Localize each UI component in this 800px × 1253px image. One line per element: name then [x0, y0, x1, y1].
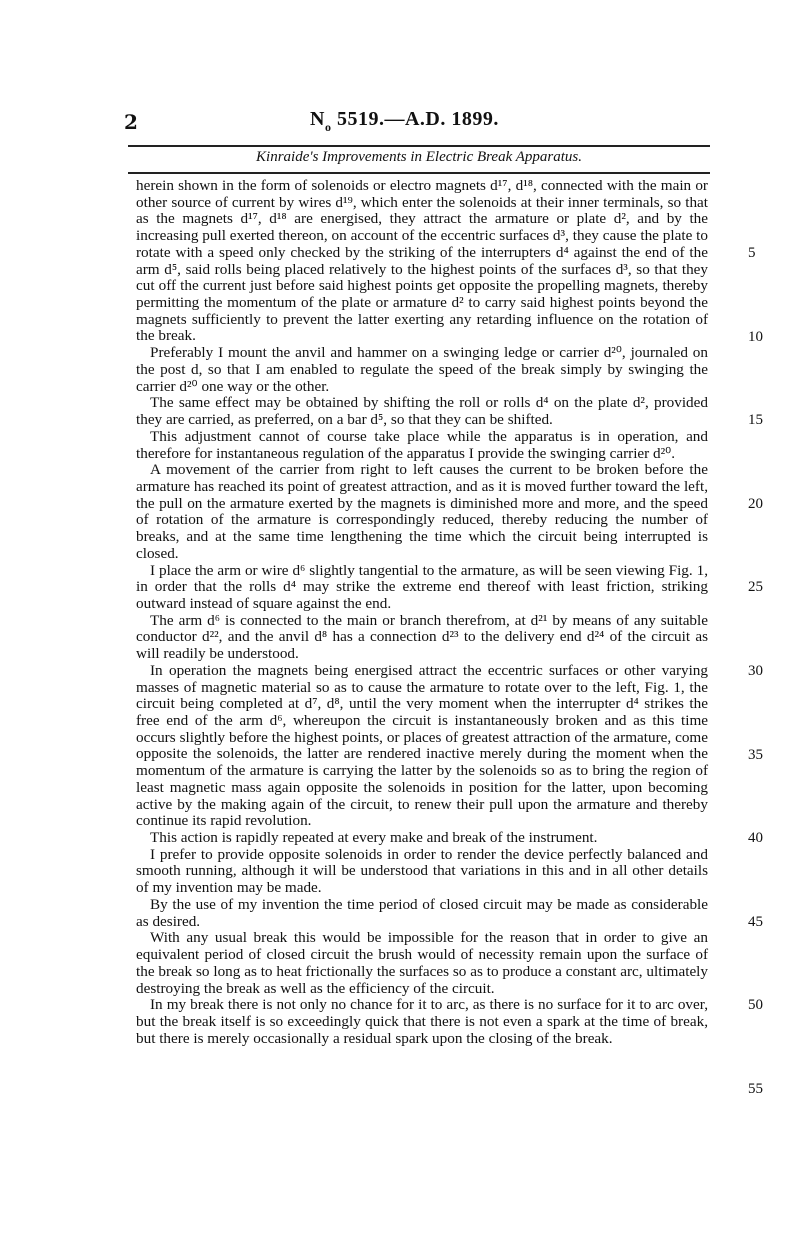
paragraph: The same effect may be obtained by shifting the roll or rolls d⁴ on the plate d², provided they are carried, as preferred, on a bar d⁵, so that they can be shifted. [136, 394, 708, 429]
body-text [136, 178, 708, 1047]
paragraph: The arm d⁶ is connected to the main or branch therefrom, at d²¹ by means of any suitable conductor d²², and the anvil d⁸ has a connection d²³ to the delivery end d²⁴ of the circuit as will readily be understood. [136, 611, 708, 663]
paragraph: With any usual break this would be impossible for the reason that in order to give an equivalent period of closed circuit the brush would of necessity remain upon the surface of the break so long as to heat frictionally the surfaces so as to produce a constant arc, ultimately destroying the break as well as the efficiency of the circuit. [136, 929, 708, 997]
paragraph: A movement of the carrier from right to left causes the current to be broken before the armature has reached its point of greatest attraction, and as it is moved further toward the left, the pull on the armature exerted by the magnets is diminished more and more, and the speed of rotation of the armature is correspondingly reduced, thereby reducing the number of breaks, and at the same time lengthening the time which the circuit being interrupted is closed. [136, 461, 708, 562]
paragraph: I prefer to provide opposite solenoids in order to render the device perfectly balanced and smooth running, although it will be understood that variations in this and in all other details of my invention may be made. [136, 845, 708, 897]
line-number: 55 [748, 1080, 763, 1097]
line-number: 40 [748, 830, 763, 847]
paragraph: By the use of my invention the time period of closed circuit may be made as considerable as desired. [136, 895, 708, 930]
paragraph: In operation the magnets being energised attract the eccentric surfaces or other varying masses of magnetic material so as to cause the armature to rotate over to the left, Fig. 1, the circuit being completed at d⁷, d⁸, until the very moment when the interrupter d⁴ strikes the free end of the arm d⁶, whereupon the circuit is instantaneously broken and as this time occurs slightly before the highest points, or places of greatest attraction of the armature, come opposite the solenoids, the latter are rendered inactive merely during the moment when the momentum of the armature is carrying the latter by the solenoids so as to bring the region of least magnetic mass again opposite the solenoids in position for the latter, upon becoming active by the making again of the circuit, to renew their pull upon the armature and thereby continue its rapid revolution. [136, 661, 708, 830]
paragraph: This adjustment cannot of course take place while the apparatus is in operation, and therefore for instantaneous regulation of the apparatus I provide the swinging carrier d²⁰. [136, 427, 708, 462]
line-number: 20 [748, 495, 763, 512]
patent-number-sub: o [324, 120, 332, 134]
line-number: 35 [748, 746, 763, 763]
patent-number [310, 108, 499, 134]
line-number: 5 [748, 244, 756, 261]
line-number: 45 [748, 913, 763, 930]
paragraph: I place the arm or wire d⁶ slightly tangential to the armature, as will be seen viewing Fig. 1, in order that the rolls d⁴ may strike the extreme end thereof with least friction, striking outward instead of square against the end. [136, 561, 708, 612]
paragraph: herein shown in the form of solenoids or electro magnets d¹⁷, d¹⁸, connected with the main or other source of current by wires d¹⁹, which enter the solenoids at their inner terminals, so that as the magnets d¹⁷, d¹⁸ are energised, they attract the armature or plate d², and by the increasing pull exerted thereon, on account of the eccentric surfaces d³, they cause the plate to rotate with a speed only checked by the striking of the interrupters d⁴ against the end of the arm d⁵, said rolls being placed relatively to the highest points of the surfaces d³, so that they cut off the current just before said highest points get opposite the propelling magnets, thereby permitting the momentum of the plate or armature d² to carry said highest points beyond the magnets sufficiently to prevent the latter exerting any retarding influence on the rotation of the break. [136, 177, 708, 345]
line-number: 10 [748, 328, 763, 345]
line-number: 50 [748, 997, 763, 1014]
running-title: Kinraide's Improvements in Electric Break Apparatus. [256, 149, 582, 165]
paragraph: Preferably I mount the anvil and hammer on a swinging ledge or carrier d²⁰, journaled on the post d, so that I am enabled to regulate the speed of the break simply by swinging the carrier d²⁰ one way or the other. [136, 344, 708, 395]
paragraph: In my break there is not only no chance for it to arc, as there is no surface for it to arc over, but the break itself is so exceedingly quick that there is not even a spark at the time of break, but there is merely occasionally a residual spark upon the closing of the break. [136, 996, 708, 1047]
line-number: 15 [748, 412, 763, 429]
top-rule [128, 145, 710, 147]
paragraph: This action is rapidly repeated at every make and break of the instrument. [150, 829, 598, 847]
bottom-rule [128, 172, 710, 174]
patent-number-rest: 5519.—A.D. 1899. [331, 108, 499, 130]
page-number: 2 [124, 110, 138, 134]
patent-number-prefix: N [310, 108, 325, 130]
line-number: 25 [748, 579, 763, 596]
line-number: 30 [748, 662, 763, 679]
